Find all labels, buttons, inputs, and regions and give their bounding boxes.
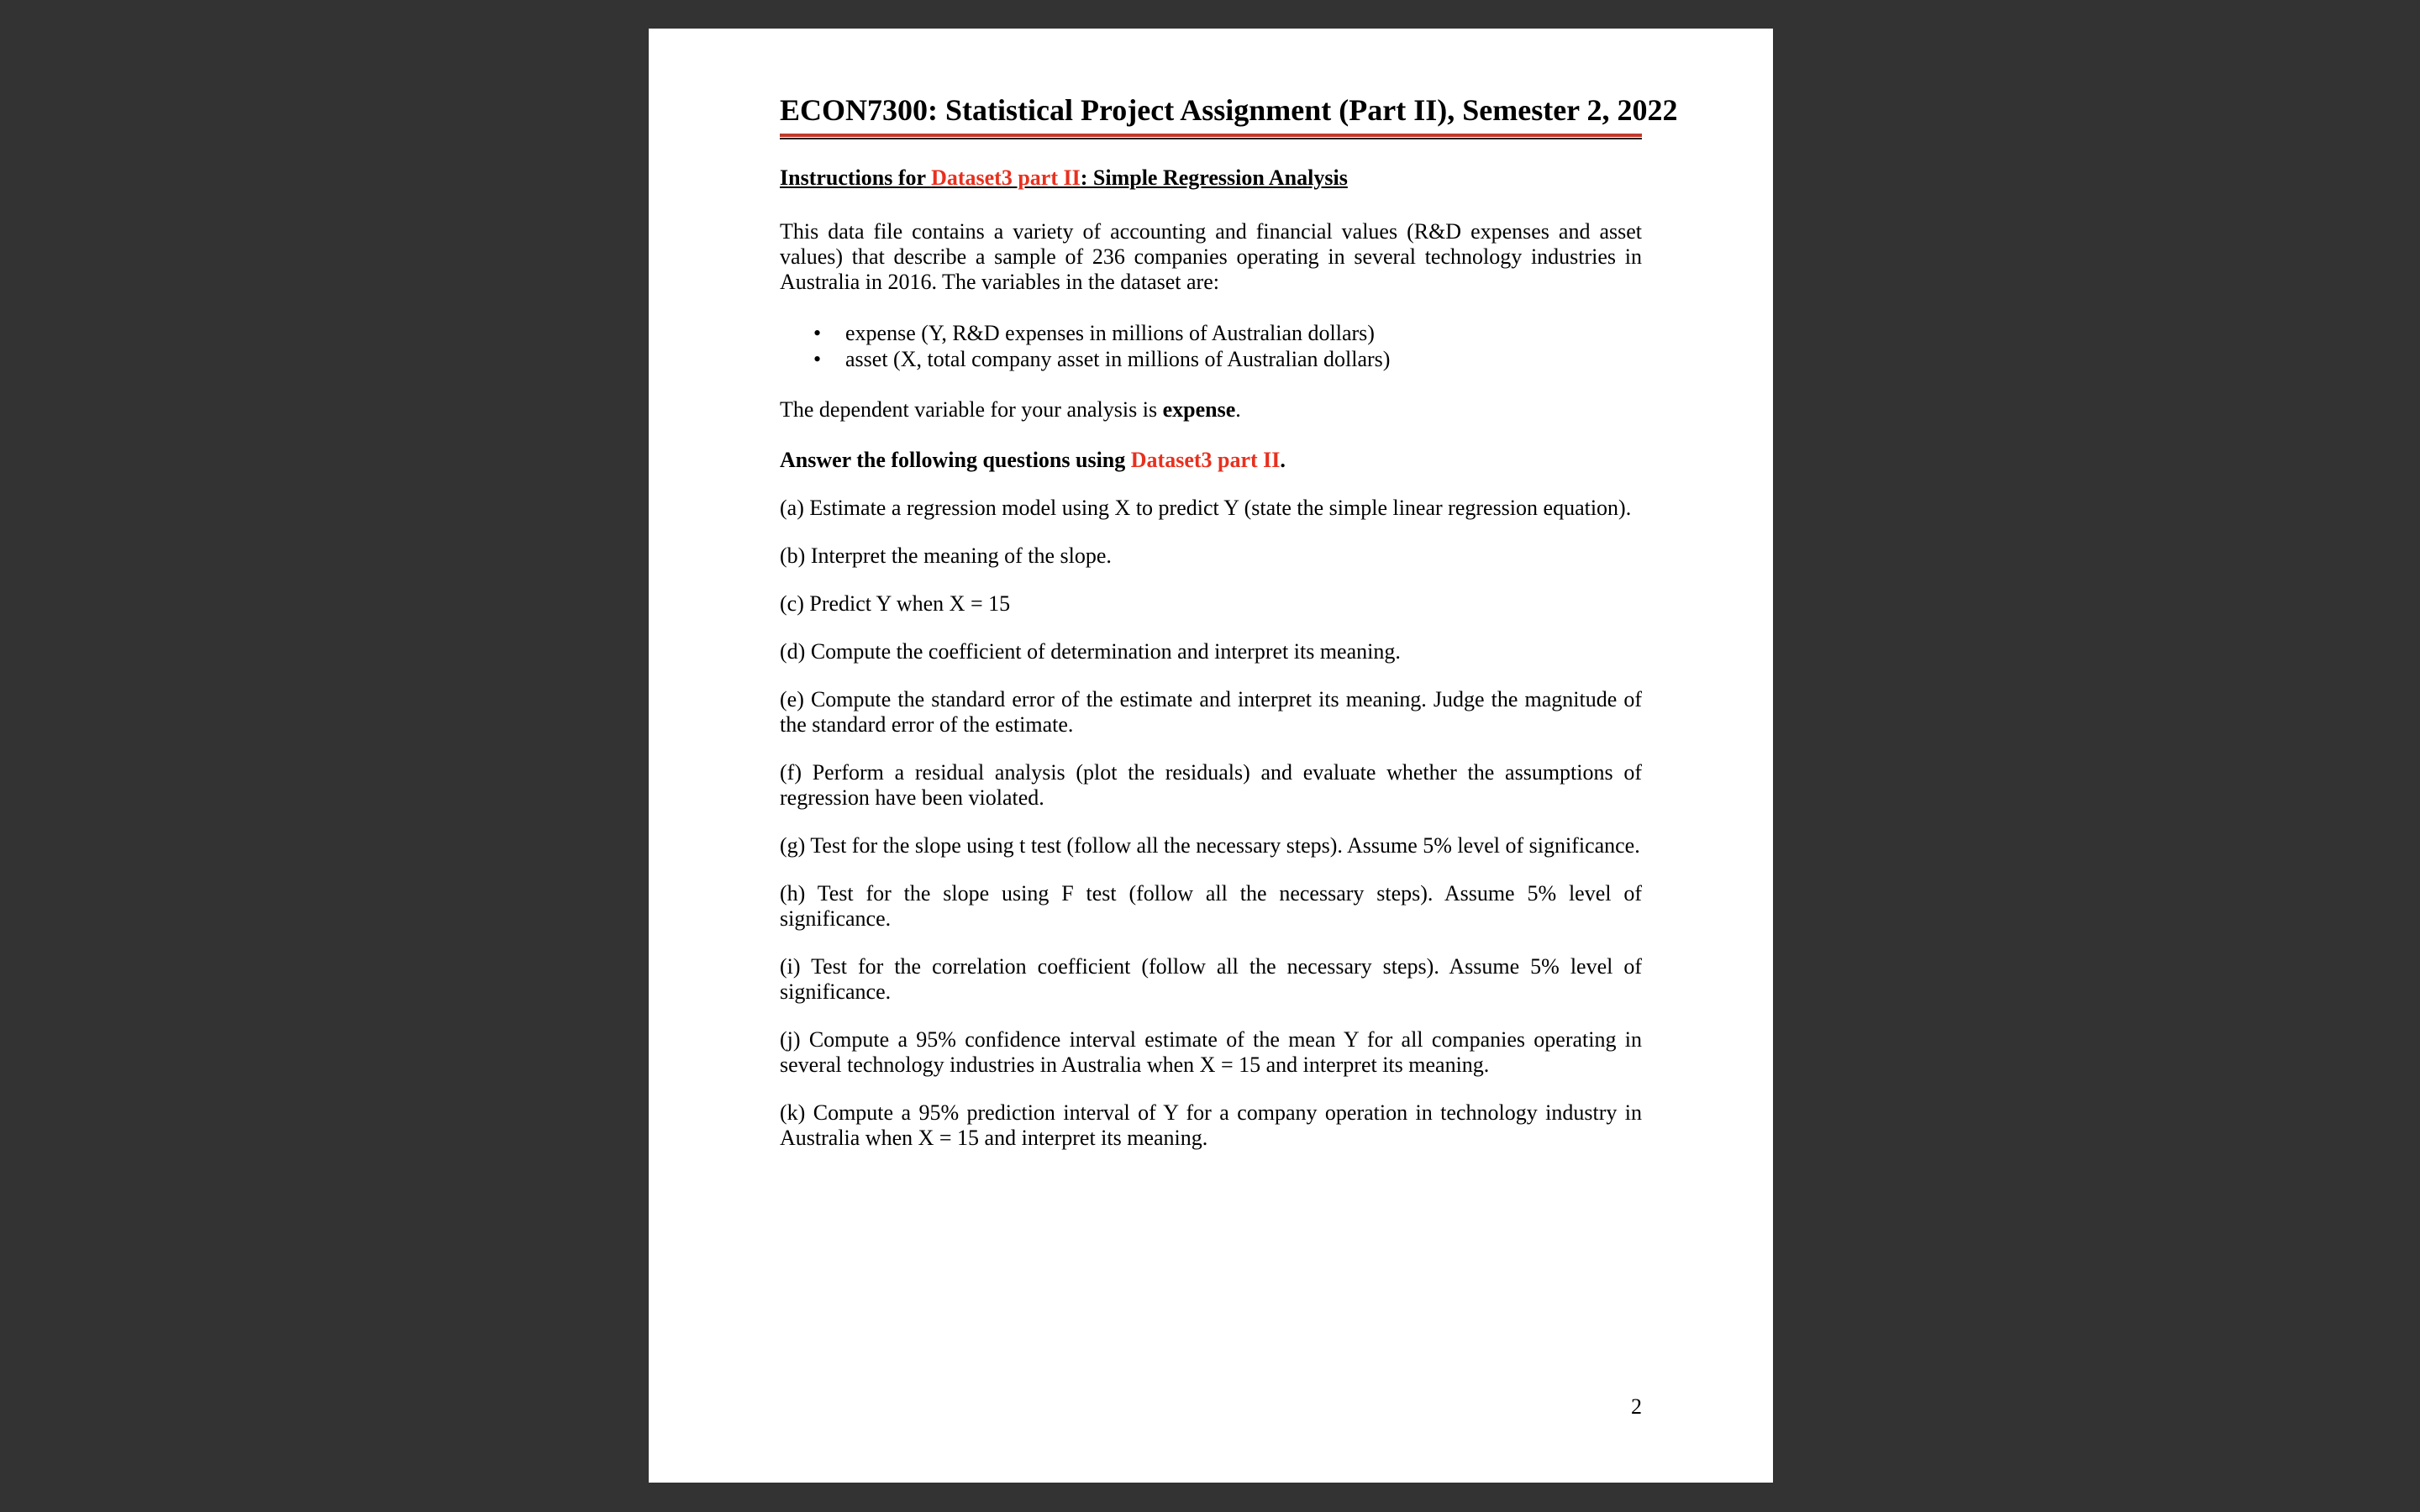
instructions-heading [780, 165, 1642, 191]
page-title [780, 92, 1678, 129]
bullet-icon: • [813, 321, 822, 346]
question-b: (b) Interpret the meaning of the slope. [780, 543, 1112, 569]
question-e: (e) Compute the standard error of the estimate and interpret its meaning. Judge the magnitude of the standard error of the estimate. [780, 687, 1642, 738]
answer-prefix: Answer the following questions using [780, 448, 1131, 473]
title-bold: Part II [1349, 93, 1438, 127]
question-g: (g) Test for the slope using t test (follow all the necessary steps). Assume 5% level of significance. [780, 833, 1640, 858]
list-item [813, 346, 1642, 372]
question-h: (h) Test for the slope using F test (follow all the necessary steps). Assume 5% level of significance. [780, 881, 1642, 932]
intro-paragraph: This data file contains a variety of accounting and financial values (R&D expenses and asset values) that describe a sample of 236 companies operating in several technology industries in Australia in 2016. The variables in the dataset are: [780, 219, 1642, 295]
instructions-prefix: Instructions for [780, 165, 932, 191]
title-rule [780, 134, 1642, 139]
page-number: 2 [1631, 1394, 1642, 1419]
answer-suffix: . [1280, 448, 1286, 473]
question-i: (i) Test for the correlation coefficient (follow all the necessary steps). Assume 5% level of significance. [780, 954, 1642, 1005]
dependent-prefix: The dependent variable for your analysis is [780, 397, 1163, 423]
page-content [780, 92, 1678, 1151]
question-j: (j) Compute a 95% confidence interval estimate of the mean Y for all companies operating in several technology industries in Australia when X = 15 and interpret its meaning. [780, 1027, 1642, 1078]
instructions-suffix: : Simple Regression Analysis [1080, 165, 1348, 191]
title-suffix: ), Semester 2, 2022 [1437, 93, 1678, 127]
variables-list [780, 320, 1642, 372]
question-a: (a) Estimate a regression model using X to predict Y (state the simple linear regression equation). [780, 496, 1632, 521]
variable-text: asset (X, total company asset in millions of Australian dollars) [845, 347, 1391, 372]
bullet-icon: • [813, 347, 822, 372]
instructions-dataset: Dataset3 part II [931, 165, 1081, 191]
list-item [813, 320, 1642, 346]
dependent-variable: expense [1162, 397, 1236, 423]
question-f: (f) Perform a residual analysis (plot the residuals) and evaluate whether the assumptions of regression have been violated. [780, 760, 1642, 811]
answer-dataset: Dataset3 part II [1130, 448, 1281, 473]
dependent-suffix: . [1235, 397, 1241, 423]
document-page [649, 29, 1773, 1483]
dependent-variable-line [780, 397, 1642, 423]
question-c: (c) Predict Y when X = 15 [780, 591, 1011, 617]
variable-text: expense (Y, R&D expenses in millions of Australian dollars) [845, 321, 1375, 346]
questions-list [780, 496, 1642, 1151]
title-prefix: ECON7300: Statistical Project Assignment ( [780, 93, 1349, 127]
question-k: (k) Compute a 95% prediction interval of Y for a company operation in technology industry in Australia when X = 15 and interpret its meaning. [780, 1100, 1642, 1151]
question-d: (d) Compute the coefficient of determination and interpret its meaning. [780, 639, 1401, 664]
answer-heading [780, 448, 1642, 473]
